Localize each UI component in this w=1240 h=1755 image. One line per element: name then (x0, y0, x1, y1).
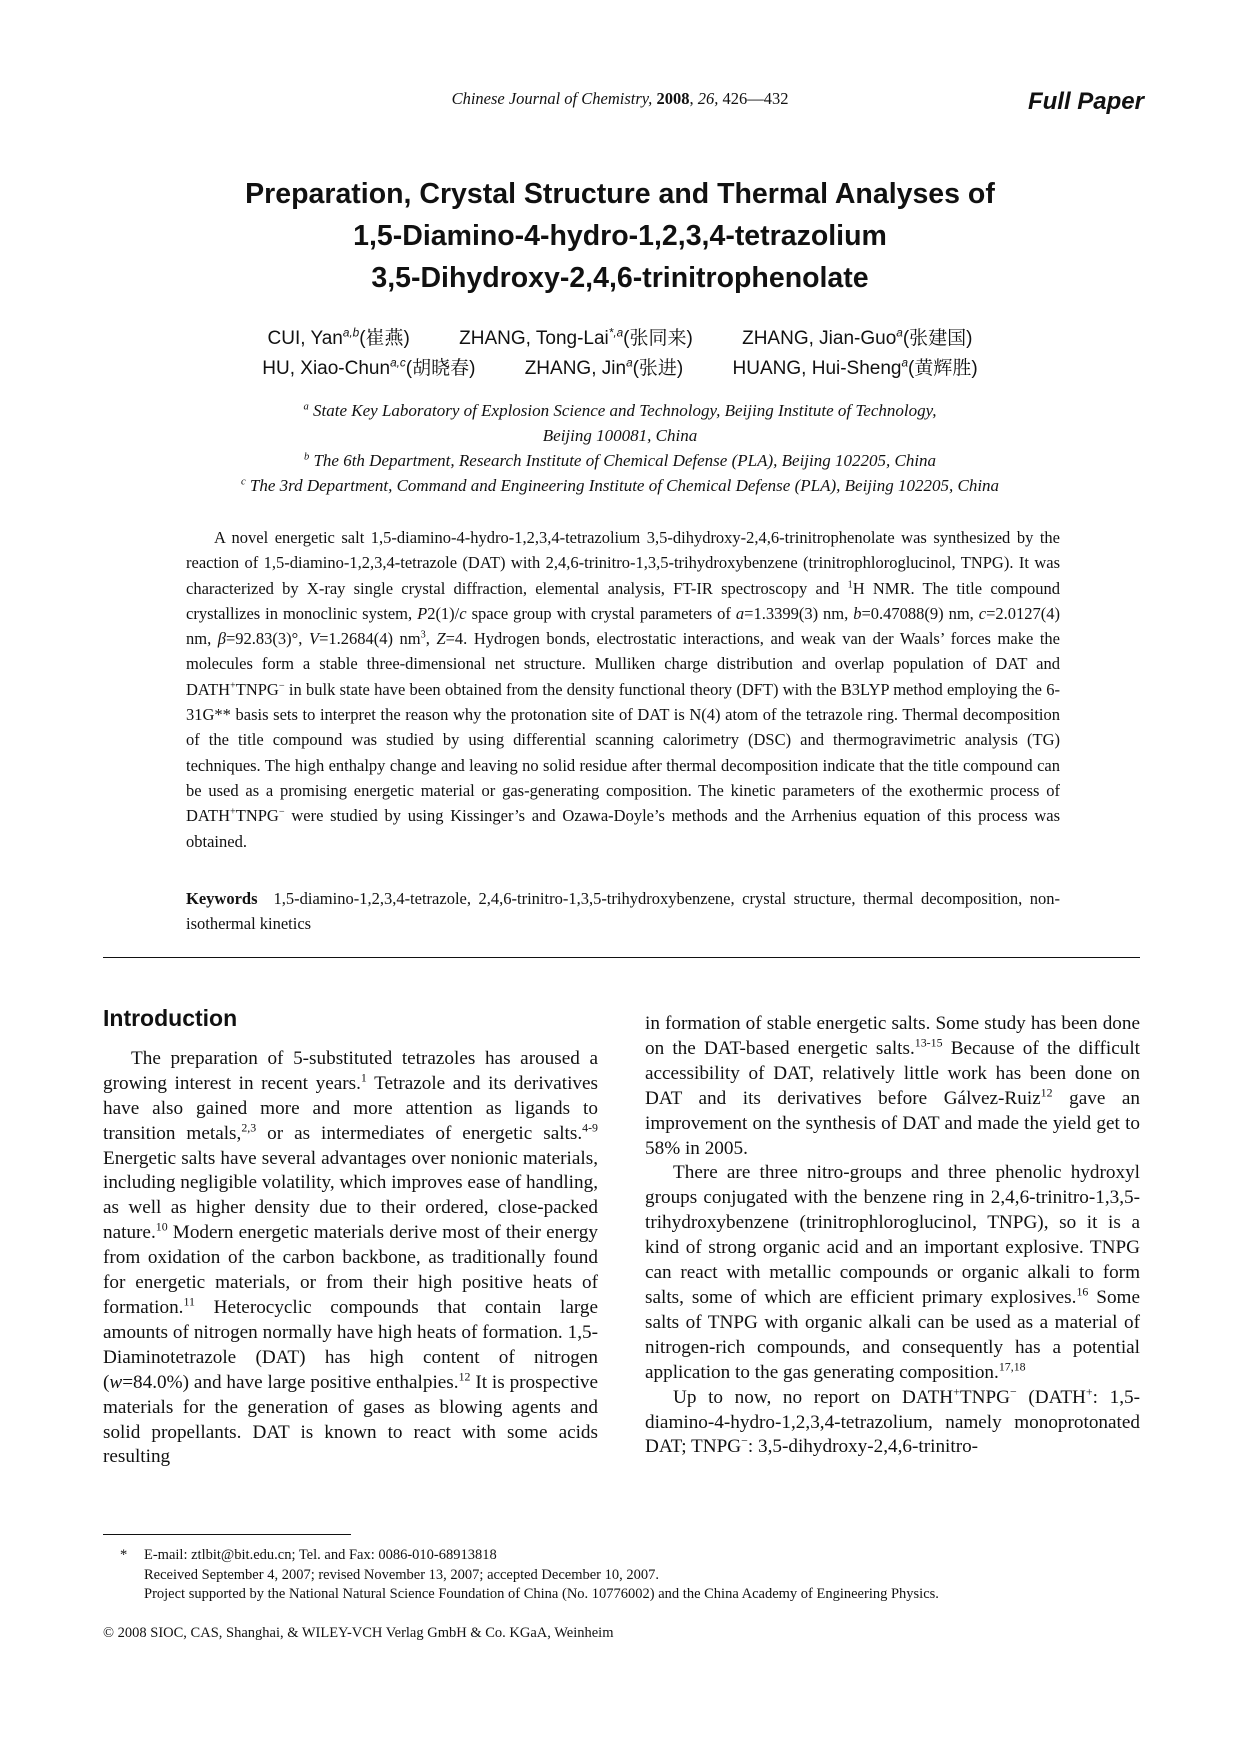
affiliation-a: $^a$ State Key Laboratory of Explosion Science and Technology, Beijing Institute of Technology, (303, 401, 937, 420)
intro-paragraph-2: There are three nitro-groups and three phenolic hydroxyl groups conjugated with the benzene ring in 2,4,6-trinitro-1,3,5-trihydroxybenzene (trinitrophloroglucinol, TNPG), so it is a kind of strong organic acid and an important explosive. TNPG can react with metallic compounds or organic alkali to form salts, some of which are efficient primary explosives.$^{16}$ Some salts of TNPG with organic alkali can be used as a material of nitrogen-rich compounds, and consequently has a potential application to the gas generating composition.$^{17,18}$ (645, 1162, 1140, 1383)
title-line-2: 1,5-Diamino-4-hydro-1,2,3,4-tetrazolium (353, 220, 887, 252)
copyright-notice: © 2008 SIOC, CAS, Shanghai, & WILEY-VCH Verlag GmbH & Co. KGaA, Weinheim (103, 1625, 614, 1641)
section-divider (103, 957, 1140, 958)
affiliation-c: $^c$ The 3rd Department, Command and Engineering Institute of Chemical Defense (PLA), Beijing 102205, China (240, 476, 1000, 495)
footnote (120, 1546, 1130, 1605)
title-line-3: 3,5-Dihydroxy-2,4,6-trinitrophenolate (371, 262, 869, 294)
author-zhang-jin: ZHANG, Jin$^a$(张进) (524, 356, 684, 379)
introduction-heading: Introduction (103, 1005, 238, 1031)
right-column (645, 1012, 1140, 1460)
abstract: A novel energetic salt 1,5-diamino-4-hydro-1,2,3,4-tetrazolium 3,5-dihydroxy-2,4,6-trinitrophenolate was synthesized by the reaction of 1,5-diamino-1,2,3,4-tetrazole (DAT) with 2,4,6-trinitro-1,3,5-trihydroxybenzene (trinitrophloroglucinol, TNPG). It was characterized by X-ray single crystal diffraction, elemental analysis, FT-IR spectroscopy and $^1$H NMR. The title compound crystallizes in monoclinic system, P2(1)/c space group with crystal parameters of a=1.3399(3) nm, b=0.47088(9) nm, c=2.0127(4) nm, β=92.83(3)°, V=1.2684(4) $nm^3$, Z=4. Hydrogen bonds, electrostatic interactions, and weak van der Waals’ forces make the molecules form a stable three-dimensional net structure. Mulliken charge distribution and overlap population of DAT and DATH+TNPG− in bulk state have been obtained from the density functional theory (DFT) with the B3LYP method employing the 6-31G** basis sets to interpret the reason why the protonation site of DAT is N(4) atom of the tetrazole ring. Thermal decomposition of the title compound was studied by using differential scanning calorimetry (DSC) and thermogravimetric analysis (TG) techniques. The high enthalpy change and leaving no solid residue after thermal decomposition indicate that the title compound can be used as a promising energetic material or gas-generating composition. The kinetic parameters of the exothermic process of DATH+TNPG− were studied by using Kissinger’s and Ozawa-Doyle’s methods and the Arrhenius equation of this process was obtained. (186, 528, 1061, 851)
left-column (103, 1006, 598, 1470)
keywords-label: Keywords (186, 889, 258, 908)
footnote-divider (103, 1534, 351, 1535)
article-type-label: Full Paper (1027, 88, 1144, 115)
affiliations (0, 398, 1240, 498)
journal-year: 2008 (656, 89, 690, 108)
title-line-1: Preparation, Crystal Structure and Thermal Analyses of (245, 178, 995, 210)
keywords (186, 886, 1060, 936)
keywords-text: 1,5-diamino-1,2,3,4-tetrazole, 2,4,6-trinitro-1,3,5-trihydroxybenzene, crystal structure, thermal decomposition, non-isothermal kinetics (186, 889, 1060, 933)
intro-paragraph-3: Up to now, no report on DATH+TNPG− (DATH+: 1,5-diamino-4-hydro-1,2,3,4-tetrazolium, namely monoprotonated DAT; TNPG−: 3,5-dihydroxy-2,4,6-trinitro- (645, 1384, 1140, 1458)
journal-pages: 426—432 (722, 89, 789, 108)
author-zhang-jianguo: ZHANG, Jian-Guo$^a$(张建国) (742, 326, 973, 349)
journal-volume: 26, (697, 89, 719, 108)
author-row-2 (0, 354, 1240, 384)
footnote-received: Received September 4, 2007; revised November 13, 2007; accepted December 10, 2007. (144, 1566, 659, 1583)
author-list (0, 324, 1240, 384)
author-row-1 (0, 324, 1240, 354)
intro-paragraph-1-cont: in formation of stable energetic salts. Some study has been done on the DAT-based energetic salts.$^{13-15}$ Because of the difficult accessibility of DAT, relatively little work has been done on DAT and its derivatives before Gálvez-Ruiz$^{12}$ gave an improvement on the synthesis of DAT and made the yield get to 58% in 2005. (645, 1013, 1141, 1159)
author-zhang-tonglai: ZHANG, Tong-Lai$^{*,a}$(张同来) (459, 326, 693, 349)
author-hu: HU, Xiao-Chun$^{a,c}$(胡晓春) (262, 356, 476, 379)
journal-name: Chinese Journal of Chemistry, (451, 89, 653, 108)
affiliation-b: $^b$ The 6th Department, Research Institute of Chemical Defense (PLA), Beijing 102205, China (303, 451, 937, 470)
intro-paragraph-1: The preparation of 5-substituted tetrazoles has aroused a growing interest in recent years.$^1$ Tetrazole and its derivatives have also gained more and more attention as ligands to transition metals,$^{2,3}$ or as intermediates of energetic salts.$^{4-9}$ Energetic salts have several advantages over nonionic materials, including negligible volatility, which improves ease of handling, as well as higher density due to their ordered, close-packed nature.$^{10}$ Modern energetic materials derive most of their energy from oxidation of the carbon backbone, as traditionally found for energetic materials, or from their high positive heats of formation.$^{11}$ Heterocyclic compounds that contain large amounts of nitrogen normally have high heats of formation. 1,5-Diaminotetrazole (DAT) has high content of nitrogen (w=84.0%) and have large positive enthalpies.$^{12}$ It is prospective materials for the generation of gases as blowing agents and solid propellants. DAT is known to react with some acids resulting (103, 1047, 599, 1468)
author-huang: HUANG, Hui-Sheng$^a$(黄辉胜) (732, 356, 978, 379)
journal-citation: Chinese Journal of Chemistry, 2008, 26, 426—432 (451, 89, 789, 108)
footnote-funding: Project supported by the National Natural Science Foundation of China (No. 10776002) and the China Academy of Engineering Physics. (144, 1586, 939, 1602)
affiliation-a-city: Beijing 100081, China (542, 426, 698, 445)
paper-title (0, 173, 1240, 299)
footnote-contact: E-mail: ztlbit@bit.edu.cn; Tel. and Fax: 0086-010-68913818 (144, 1547, 497, 1563)
footnote-star: * (120, 1547, 128, 1563)
author-cui: CUI, Yan$^{a,b}$(崔燕) (267, 326, 410, 349)
